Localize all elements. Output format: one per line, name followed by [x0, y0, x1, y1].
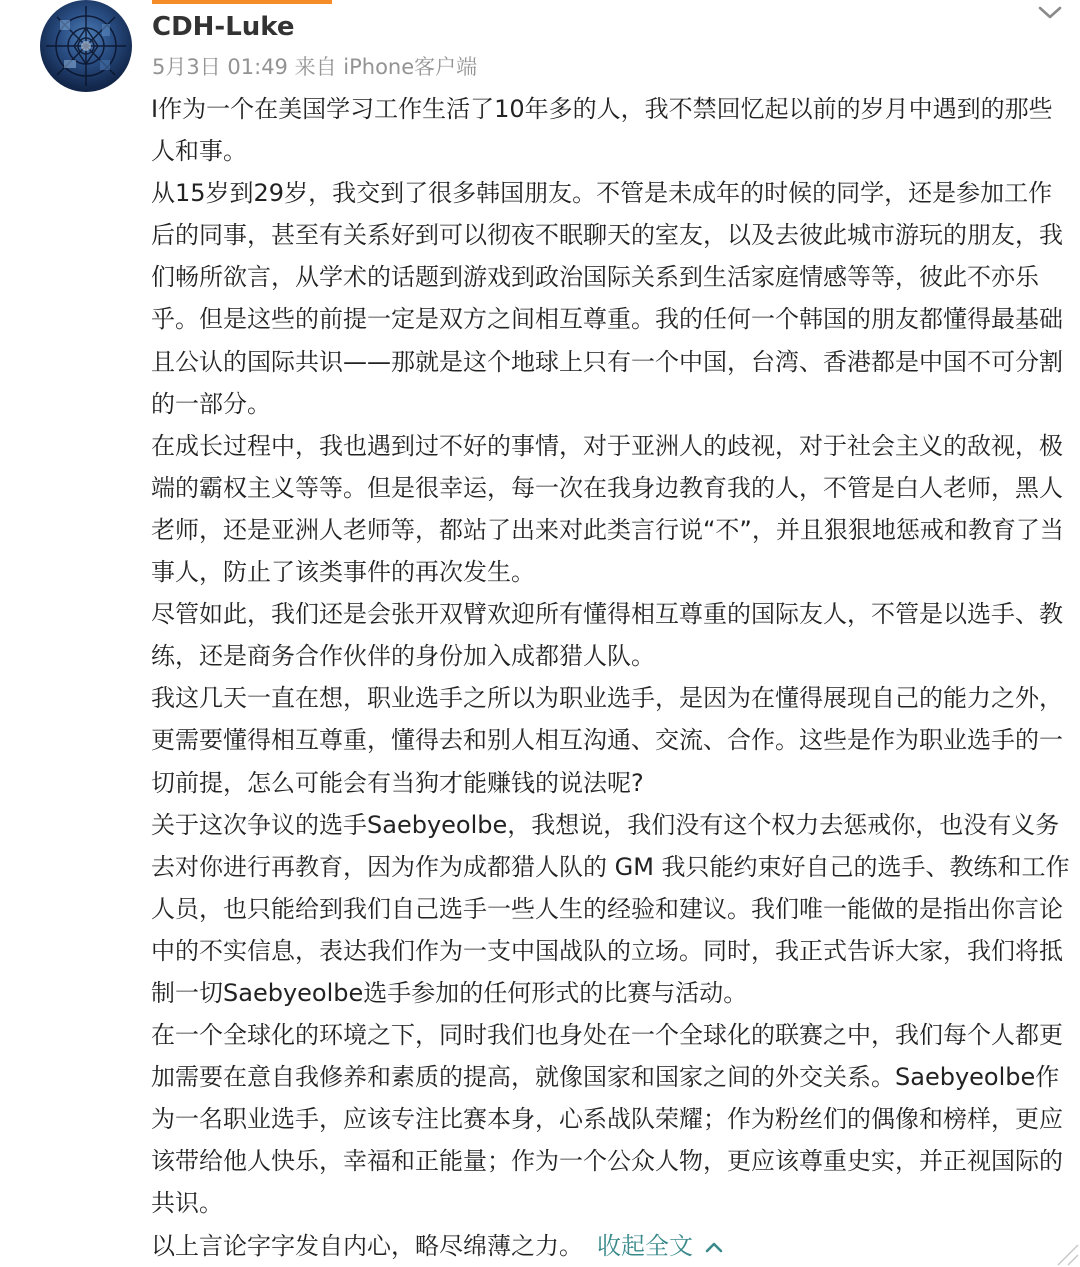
post-paragraph: 尽管如此，我们还是会张开双臂欢迎所有懂得相互尊重的国际友人，不管是以选手、教练，还是商务合作伙伴的身份加入成都猎人队。 [151, 600, 1063, 671]
post-paragraph: 在一个全球化的环境之下，同时我们也身处在一个全球化的联赛之中，我们每个人都更加需要在意自我修养和素质的提高，就像国家和国家之间的外交关系。Saebyeolbe作为一名职业选手，应该专注比赛本身，心系战队荣耀；作为粉丝们的偶像和榜样，更应该带给他人快乐，幸福和正能量；作为一个公众人物，更应该尊重史实，并正视国际的共识。 [151, 1021, 1063, 1218]
chevron-up-icon [703, 1239, 725, 1255]
post-closing: 以上言论字字发自内心，略尽绵薄之力。 [151, 1231, 583, 1260]
avatar[interactable] [40, 0, 132, 92]
top-accent-bar [152, 0, 332, 4]
post-paragraph: I作为一个在美国学习工作生活了10年多的人，我不禁回忆起以前的岁月中遇到的那些人和事。 [151, 95, 1053, 166]
post-paragraph: 我这几天一直在想，职业选手之所以为职业选手，是因为在懂得展现自己的能力之外，更需要懂得相互尊重，懂得去和别人相互沟通、交流、合作。这些是作为职业选手的一切前提，怎么可能会有当狗才能赚钱的说法呢? [151, 684, 1063, 797]
collapse-button[interactable] [597, 1232, 725, 1260]
resize-corner-icon [1040, 1227, 1080, 1267]
post-body [151, 88, 1071, 1267]
post-meta: 5月3日 01:49 来自 iPhone客户端 [152, 55, 478, 79]
post-paragraph: 从15岁到29岁，我交到了很多韩国朋友。不管是未成年的时候的同学，还是参加工作后的同事，甚至有关系好到可以彻夜不眠聊天的室友，以及去彼此城市游玩的朋友，我们畅所欲言，从学术的话题到游戏到政治国际关系到生活家庭情感等等，彼此不亦乐乎。但是这些的前提一定是双方之间相互尊重。我的任何一个韩国的朋友都懂得最基础且公认的国际共识——那就是这个地球上只有一个中国，台湾、香港都是中国不可分割的一部分。 [151, 179, 1063, 418]
author-name[interactable]: CDH-Luke [152, 12, 295, 42]
post-paragraph: 关于这次争议的选手Saebyeolbe，我想说，我们没有这个权力去惩戒你，也没有义务去对你进行再教育，因为作为成都猎人队的 GM 我只能约束好自己的选手、教练和工作人员，也只能给到我们自己选手一些人生的经验和建议。我们唯一能做的是指出你言论中的不实信息，表达我们作为一支中国战队的立场。同时，我正式告诉大家，我们将抵制一切Saebyeolbe选手参加的任何形式的比赛与活动。 [151, 810, 1070, 1007]
chevron-down-icon[interactable] [1030, 0, 1070, 26]
post-paragraph: 在成长过程中，我也遇到过不好的事情，对于亚洲人的歧视，对于社会主义的敌视，极端的霸权主义等等。但是很幸运，每一次在我身边教育我的人，不管是白人老师，黑人老师，还是亚洲人老师等，都站了出来对此类言行说“不”，并且狠狠地惩戒和教育了当事人，防止了该类事件的再次发生。 [151, 431, 1064, 587]
post-closing-line [151, 1225, 1071, 1267]
stained-glass-avatar-icon [40, 0, 132, 92]
collapse-label: 收起全文 [597, 1231, 693, 1260]
